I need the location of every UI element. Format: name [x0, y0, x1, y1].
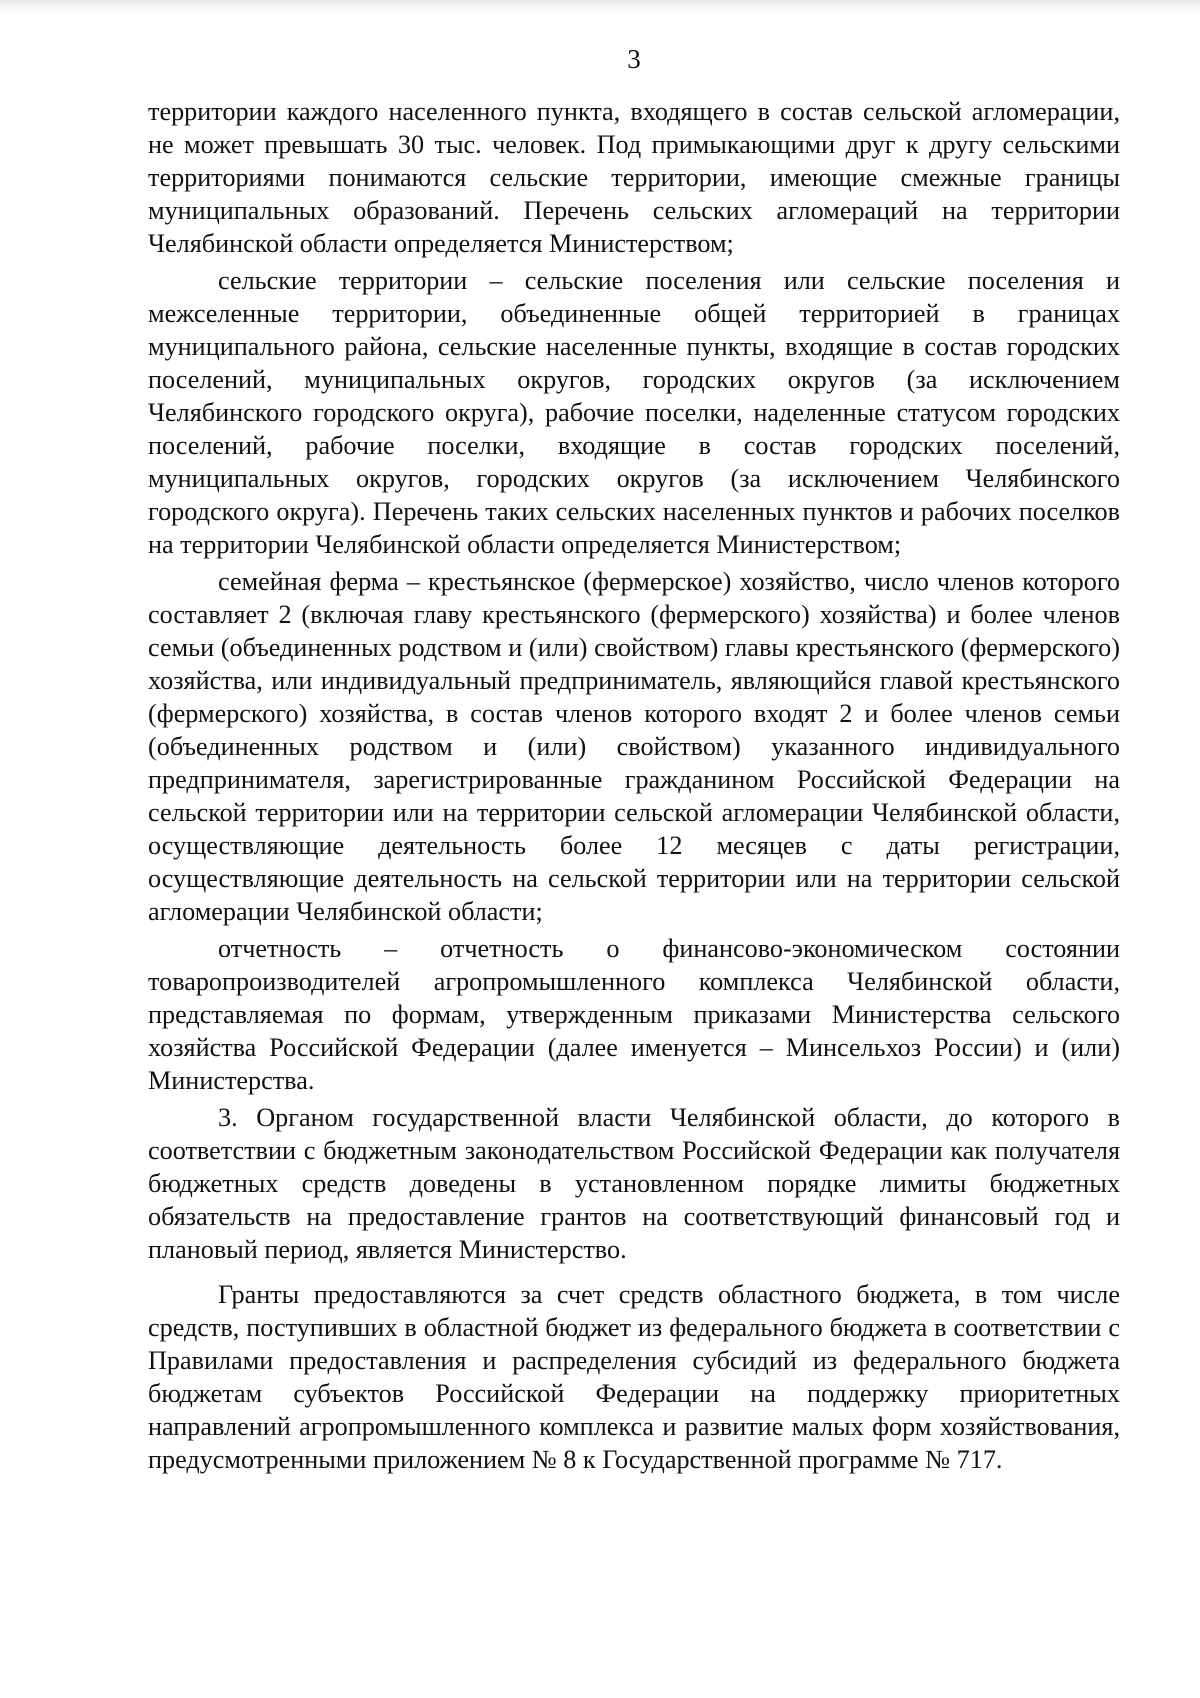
paragraph-grants-funding: Гранты предоставляются за счет средств областного бюджета, в том числе средств, поступивших в областной бюджет из федерального бюджета в соответствии с Правилами предоставления и распределения субсидий из федерального бюджета бюджетам субъектов Российской Федерации на поддержку приоритетных направлений агропромышленного комплекса и развитие малых форм хозяйствования, предусмотренными приложением № 8 к Государственной программе № 717.	[148, 1280, 1120, 1474]
paragraph-family-farm: семейная ферма – крестьянское (фермерское) хозяйство, число членов которого составляет 2 (включая главу крестьянского (фермерского) хозяйства) и более членов семьи (объединенных родством и (или) свойством) главы крестьянского (фермерского) хозяйства, или индивидуальный предприниматель, являющийся главой крестьянского (фермерского) хозяйства, в состав членов которого входят 2 и более членов семьи (объединенных родством и (или) свойством) указанного индивидуального предпринимателя, зарегистрированные гражданином Российской Федерации на сельской территории или на территории сельской агломерации Челябинской области, осуществляющие деятельность более 12 месяцев с даты регистрации, осуществляющие деятельность на сельской территории или на территории сельской агломерации Челябинской области;	[148, 567, 1120, 926]
paragraph-government-body: 3. Органом государственной власти Челябинской области, до которого в соответствии с бюджетным законодательством Российской Федерации как получателя бюджетных средств доведены в установленном порядке лимиты бюджетных обязательств на предоставление грантов на соответствующий финансовый год и плановый период, является Министерство.	[148, 1103, 1120, 1264]
paragraph-reporting: отчетность – отчетность о финансово-экономическом состоянии товаропроизводителей агропромышленного комплекса Челябинской области, представляемая по формам, утвержденным приказами Министерства сельского хозяйства Российской Федерации (далее именуется – Минсельхоз России) и (или) Министерства.	[148, 934, 1120, 1095]
paragraph-rural-territories: сельские территории – сельские поселения или сельские поселения и межселенные территории, объединенные общей территорией в границах муниципального района, сельские населенные пункты, входящие в состав городских поселений, муниципальных округов, городских округов (за исключением Челябинского городского округа), рабочие поселки, наделенные статусом городских поселений, рабочие поселки, входящие в состав городских поселений, муниципальных округов, городских округов (за исключением Челябинского городского округа). Перечень таких сельских населенных пунктов и рабочих поселков на территории Челябинской области определяется Министерством;	[148, 266, 1120, 559]
paragraph-continuation: территории каждого населенного пункта, входящего в состав сельской агломерации, не может превышать 30 тыс. человек. Под примыкающими друг к другу сельскими территориями понимаются сельские территории, имеющие смежные границы муниципальных образований. Перечень сельских агломераций на территории Челябинской области определяется Министерством;	[148, 97, 1120, 258]
document-body	[148, 95, 1120, 1476]
scan-top-edge	[0, 0, 1200, 14]
page-number: 3	[627, 44, 641, 74]
